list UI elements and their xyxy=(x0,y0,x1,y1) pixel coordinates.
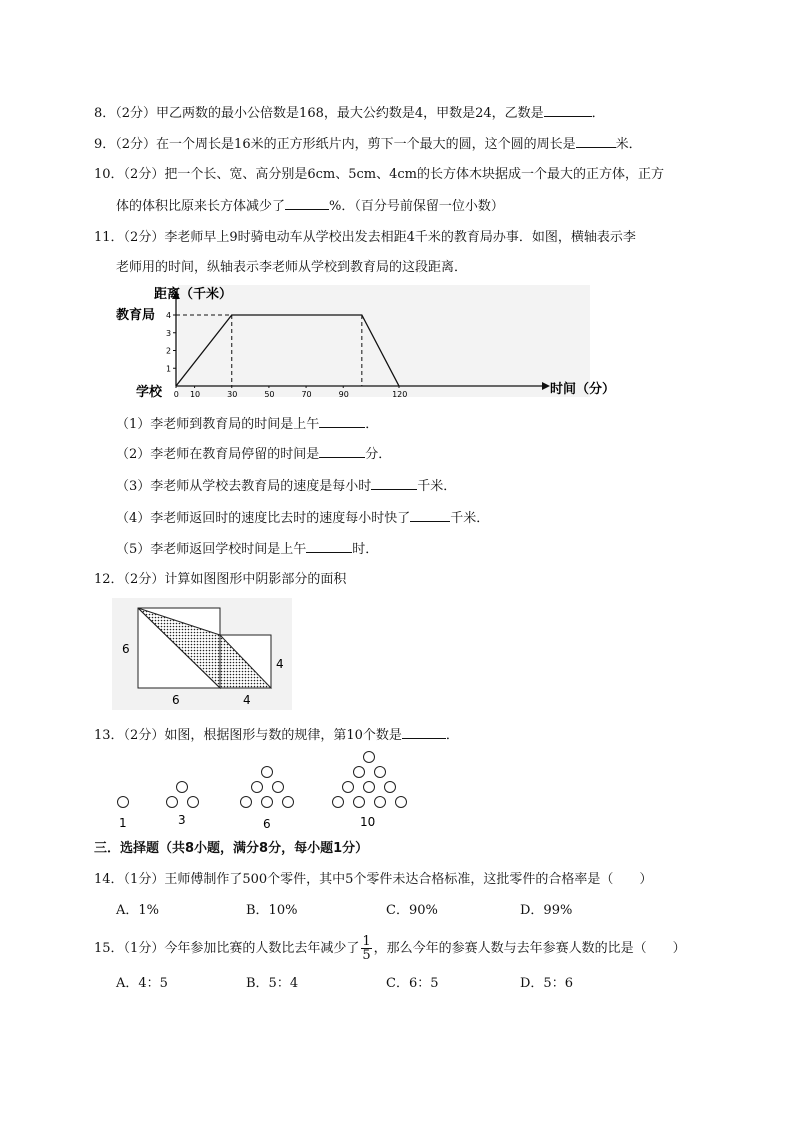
answer-blank[interactable] xyxy=(402,724,446,739)
sub-2-tail: 分． xyxy=(365,447,392,462)
pattern-dot xyxy=(375,797,386,808)
q14-option-d[interactable]: D．99% xyxy=(520,903,573,918)
q15-option-a[interactable]: A．4：5 xyxy=(116,976,168,991)
chart-x-tick-label: 90 xyxy=(338,390,349,399)
q15-option-c[interactable]: C．6：5 xyxy=(386,976,439,991)
pattern-number-3: 6 xyxy=(263,817,271,831)
sub-1-tail: ． xyxy=(365,417,379,432)
question-14: 14．（1分）王师傅制作了500个零件，其中5个零件未达合格标准，这批零件的合格率是（ ） xyxy=(94,872,653,887)
left-width-label: 6 xyxy=(172,693,180,707)
pattern-number-4: 10 xyxy=(360,815,376,829)
pattern-dot xyxy=(333,797,344,808)
question-9 xyxy=(94,133,642,155)
fraction-one-fifth xyxy=(361,935,371,962)
question-13 xyxy=(94,724,459,746)
pattern-number-2: 3 xyxy=(178,813,186,827)
answer-blank[interactable] xyxy=(306,538,352,553)
triangle-number-pattern xyxy=(110,748,420,832)
question-11-sub-2 xyxy=(116,443,391,465)
question-10-line-2-pre: 体的体积比原来长方体减少了 xyxy=(116,199,286,214)
chart-x-tick-label: 70 xyxy=(301,390,312,399)
pattern-dot xyxy=(241,797,252,808)
question-8 xyxy=(94,102,605,124)
chart-origin-label: 学校 xyxy=(136,385,163,400)
pattern-dot xyxy=(354,797,365,808)
q15-option-d[interactable]: D．5：6 xyxy=(520,976,573,991)
answer-blank[interactable] xyxy=(319,443,365,458)
pattern-dot xyxy=(273,782,284,793)
chart-xlabel: 时间（分） xyxy=(550,382,616,397)
pattern-dot xyxy=(252,782,263,793)
answer-blank[interactable] xyxy=(410,507,450,522)
chart-y-tick-label: 4 xyxy=(166,311,172,320)
pattern-number-1: 1 xyxy=(119,816,127,830)
answer-blank[interactable] xyxy=(544,102,592,117)
question-9-tail: 米． xyxy=(615,137,642,152)
question-15-tail: ，那么今年的参赛人数与去年参赛人数的比是（ ） xyxy=(373,941,686,956)
question-9-text: 9．（2分）在一个周长是16米的正方形纸片内，剪下一个最大的圆，这个圆的周长是 xyxy=(94,137,576,152)
sub-2-text: （2）李老师在教育局停留的时间是 xyxy=(116,447,320,462)
sub-5-tail: 时． xyxy=(352,542,379,557)
answer-blank[interactable] xyxy=(285,195,329,210)
question-10-line-1: 10．（2分）把一个长、宽、高分别是6cm、5cm、4cm的长方体木块据成一个最大的正方体，正方 xyxy=(94,167,664,182)
question-11-sub-1 xyxy=(116,413,378,435)
question-8-tail: ． xyxy=(591,106,605,121)
right-width-label: 4 xyxy=(243,693,251,707)
chart-y-tick-label: 3 xyxy=(166,328,172,338)
question-11-line-2: 老师用的时间，纵轴表示李老师从学校到教育局的这段距离． xyxy=(116,260,468,275)
question-11-line-1: 11．（2分）李老师早上9时骑电动车从学校出发去相距4千米的教育局办事．如图，横轴表示李 xyxy=(94,230,636,245)
pattern-dot xyxy=(396,797,407,808)
sub-5-text: （5）李老师返回学校时间是上午 xyxy=(116,542,307,557)
pattern-dot xyxy=(364,752,375,763)
q15-option-b[interactable]: B．5：4 xyxy=(246,976,299,991)
sub-3-text: （3）李老师从学校去教育局的速度是每小时 xyxy=(116,479,372,494)
chart-y-top-label: 教育局 xyxy=(116,308,156,323)
pattern-dot xyxy=(177,782,188,793)
pattern-dot xyxy=(188,797,199,808)
question-15 xyxy=(94,934,686,964)
chart-x-tick-label: 0 xyxy=(173,390,179,399)
pattern-dot xyxy=(375,767,386,778)
question-8-text: 8．（2分）甲乙两数的最小公倍数是168，最大公约数是4，甲数是24，乙数是 xyxy=(94,106,544,121)
sub-4-tail: 千米． xyxy=(450,511,490,526)
fraction-numerator: 1 xyxy=(362,934,371,949)
section-3-title: 三．选择题（共8小题，满分8分，每小题1分） xyxy=(94,841,369,856)
answer-blank[interactable] xyxy=(319,413,365,428)
question-10-line-2-post: %．（百分号前保留一位小数） xyxy=(329,199,504,214)
sub-1-text: （1）李老师到教育局的时间是上午 xyxy=(116,417,320,432)
distance-time-chart xyxy=(110,285,616,400)
chart-x-tick-label: 10 xyxy=(189,390,201,399)
right-height-label: 4 xyxy=(276,657,284,671)
shaded-area-figure xyxy=(112,598,292,710)
q14-option-c[interactable]: C．90% xyxy=(386,903,438,918)
chart-x-tick-label: 50 xyxy=(264,390,275,399)
chart-background xyxy=(178,285,590,397)
pattern-dot xyxy=(118,797,129,808)
pattern-dot xyxy=(262,767,273,778)
pattern-dot xyxy=(354,767,365,778)
chart-x-tick-label: 30 xyxy=(227,390,238,399)
answer-blank[interactable] xyxy=(371,475,417,490)
q14-option-a[interactable]: A．1% xyxy=(116,903,160,918)
chart-y-tick-label: 2 xyxy=(166,346,172,356)
left-height-label: 6 xyxy=(122,642,130,656)
fraction-denominator: 5 xyxy=(362,948,371,963)
question-11-sub-5 xyxy=(116,538,378,560)
chart-x-tick-label: 120 xyxy=(392,390,408,399)
pattern-dot xyxy=(385,782,396,793)
pattern-dot xyxy=(262,797,273,808)
question-10-line-2 xyxy=(116,195,504,217)
question-11-sub-4 xyxy=(116,507,489,529)
q14-option-b[interactable]: B．10% xyxy=(246,903,298,918)
chart-y-tick-label: 1 xyxy=(166,364,172,374)
pattern-dot xyxy=(364,782,375,793)
question-13-text: 13．（2分）如图，根据图形与数的规律，第10个数是 xyxy=(94,728,402,743)
pattern-dot xyxy=(167,797,178,808)
sub-3-tail: 千米． xyxy=(417,479,457,494)
pattern-dot xyxy=(343,782,354,793)
question-11-sub-3 xyxy=(116,475,456,497)
question-15-text: 15．（1分）今年参加比赛的人数比去年减少了 xyxy=(94,941,360,956)
answer-blank[interactable] xyxy=(576,133,616,148)
sub-4-text: （4）李老师返回时的速度比去时的速度每小时快了 xyxy=(116,511,411,526)
question-12: 12．（2分）计算如图图形中阴影部分的面积 xyxy=(94,572,347,587)
chart-ylabel: 距离（千米） xyxy=(154,287,233,302)
pattern-dot xyxy=(283,797,294,808)
question-13-tail: ． xyxy=(445,728,459,743)
